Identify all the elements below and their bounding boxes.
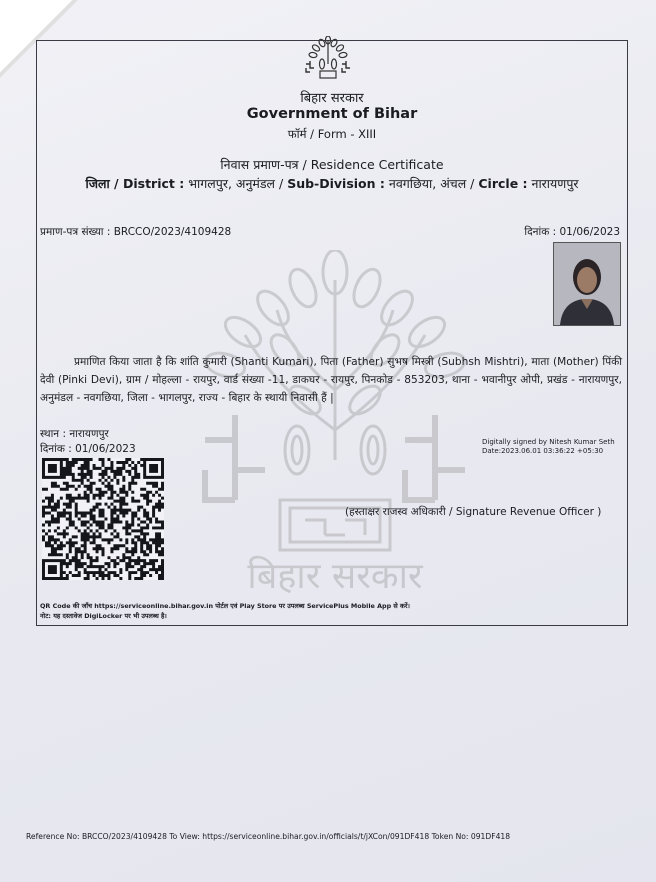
subdivision-label: Sub-Division : (287, 176, 385, 191)
issue-place: स्थान : नारायणपुर (40, 428, 109, 440)
applicant-photo (553, 242, 621, 326)
qr-verification-note: QR Code की जाँच https://serviceonline.bihar.gov.in पोर्टल एवं Play Store पर उपलब्ध ServicePlus Mobile App से करें। (40, 602, 410, 610)
district-value: भागलपुर, अनुमंडल / (184, 176, 288, 191)
signature-revenue-officer: (हस्ताक्षर राजस्व अधिकारी / Signature Revenue Officer ) (345, 506, 602, 518)
certificate-body: प्रमाणित किया जाता है कि शांति कुमारी (Shanti Kumari), पिता (Father) सुभष मिस्त्री (Subhsh Mishtri), माता (Mother) पिंकी देवी (Pinki Devi), ग्राम / मोहल्ला - रायपुर, वार्ड संख्या -11, डाकघर - रायपुर, पिनकोड - 853203, थाना - भवानीपुर ओपी, प्रखंड - नारायणपुर, अनुमंडल - नवगछिया, जिला - भागलपुर, राज्य - बिहार के स्थायी निवासी हैं | (40, 356, 622, 404)
form-number: फॉर्म / Form - XIII (287, 127, 377, 141)
certificate-number: प्रमाण-पत्र संख्या : BRCCO/2023/4109428 (40, 226, 232, 238)
circle-value: नारायणपुर (527, 176, 579, 191)
issue-date: दिनांक : 01/06/2023 (524, 226, 620, 238)
qr-code (42, 458, 164, 580)
hindi-government-heading: बिहार सरकार (300, 91, 364, 106)
digilocker-note: नोट: यह दस्तावेज DigiLocker पर भी उपलब्ध है। (40, 612, 167, 620)
district-label: जिला / District : (85, 176, 185, 191)
subdivision-value: नवगछिया, अंचल / (384, 176, 479, 191)
signature-date: दिनांक : 01/06/2023 (40, 443, 136, 455)
qr-note (40, 601, 410, 621)
footer-reference: Reference No: BRCCO/2023/4109428 To View: https://serviceonline.bihar.gov.in/officials/t/jXCon/091DF418 Token No: 091DF418 (26, 832, 511, 841)
bihar-emblem-watermark (185, 250, 485, 595)
watermark-text: बिहार सरकार (247, 556, 423, 595)
district-line (36, 175, 628, 192)
certificate-title: निवास प्रमाण-पत्र / Residence Certificate (220, 157, 444, 172)
digital-signature (482, 438, 615, 456)
digital-signature-date: Date:2023.06.01 03:36:22 +05:30 (482, 447, 604, 455)
circle-label: Circle : (478, 176, 528, 191)
bihar-emblem-icon (303, 36, 353, 80)
digital-signature-signer: Digitally signed by Nitesh Kumar Seth (482, 438, 615, 446)
government-heading: Government of Bihar (246, 106, 418, 122)
